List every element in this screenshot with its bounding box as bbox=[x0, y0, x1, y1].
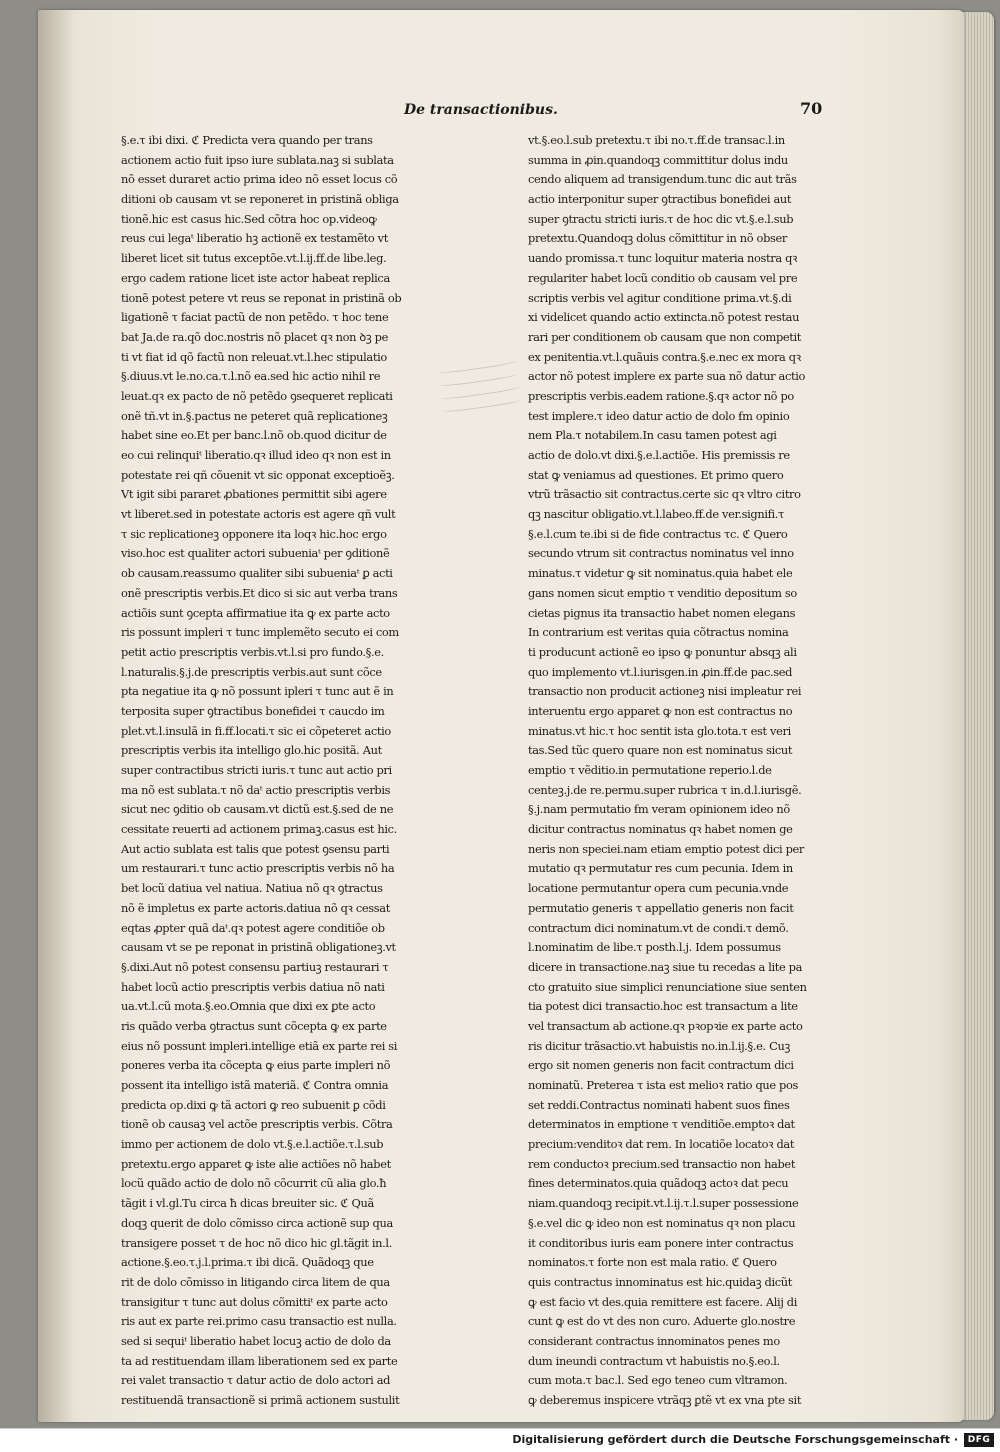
text-line: prescriptis verbis.eadem ratione.§.qꝛ actor nõ po bbox=[528, 388, 794, 403]
text-line: test implere.τ ideo datur actio de dolo ẜm opinio bbox=[528, 408, 790, 423]
text-line: eqtas ꝓpter quã daᵗ.qꝛ potest agere conditiõe ob bbox=[121, 920, 385, 935]
text-line: ob causam.reassumo qualiter sibi subueniaᵗ ꝑ acti bbox=[121, 566, 393, 581]
text-line: actionem actio fuit ipso iure sublata.naꝫ si sublata bbox=[121, 152, 394, 167]
text-line: ex penitentia.vt.l.quãuis contra.§.e.nec ex mora qꝛ bbox=[528, 349, 801, 364]
text-line: onẽ prescriptis verbis.Et dico si sic aut verba trans bbox=[121, 585, 398, 600]
text-line: immo per actionem de dolo vt.§.e.l.actiõe.τ.l.sub bbox=[121, 1137, 384, 1152]
text-line: habet sine eo.Et per banc.l.nõ ob.quod dicitur de bbox=[121, 428, 387, 443]
text-line: ꝙ est facio vt des.quia remittere est facere. Alij di bbox=[528, 1294, 798, 1309]
text-line: nõ esset duraret actio prima ideo nõ esset locus cõ bbox=[121, 172, 398, 187]
text-line: minatus.τ videtur ꝙ sit nominatus.quia habet ele bbox=[528, 566, 793, 581]
text-line: interuentu ergo apparet ꝙ non est contractus no bbox=[528, 703, 793, 718]
text-line: ti producunt actionẽ eo ipso ꝙ ponuntur absqꝫ ali bbox=[528, 644, 797, 659]
text-line: ligationẽ τ faciat pactũ de non petẽdo. τ hoc tene bbox=[121, 310, 389, 325]
text-line: transactio non producit actioneꝫ nisi impleatur rei bbox=[528, 684, 802, 699]
text-line: nominatos.τ forte non est mala ratio. ℭ Quero bbox=[528, 1255, 777, 1270]
text-line: §.diuus.vt le.no.ca.τ.l.nõ ea.sed hic actio nihil re bbox=[121, 369, 381, 384]
text-line: cto gratuito siue simplici renunciatione siue senten bbox=[528, 979, 807, 994]
text-line: tionẽ.hic est casus hic.Sed cõtra hoc op.videoꝙ bbox=[121, 211, 377, 226]
text-line: actiõis sunt ꝯcepta affirmatiue ita ꝙ ex parte acto bbox=[121, 605, 390, 620]
text-line: possent ita intelligo istã materiã. ℭ Contra omnia bbox=[121, 1078, 389, 1092]
text-line: tas.Sed tũc quero quare non est nominatus sicut bbox=[528, 743, 793, 758]
text-line: bat Ja.de ra.qõ doc.nostris nõ placet qꝛ non ꝺꝫ pe bbox=[121, 329, 388, 344]
text-line: vtrũ trãsactio sit contractus.certe sic qꝛ vltro citro bbox=[528, 487, 801, 502]
text-line: ris quãdo verba ꝯtractus sunt cõcepta ꝙ ex parte bbox=[121, 1018, 387, 1033]
text-line: eius nõ possunt impleri.intellige etiã ex parte rei si bbox=[121, 1038, 398, 1053]
text-line: ergo sit nomen generis non facit contractum dici bbox=[528, 1058, 794, 1073]
text-line: ris aut ex parte rei.primo casu transactio est nulla. bbox=[121, 1314, 397, 1329]
text-line: eo cui relinquiᵗ liberatio.qꝛ illud ideo qꝛ non est in bbox=[121, 448, 391, 462]
text-line: mutatio qꝛ permutatur res cum pecunia. Idem in bbox=[528, 861, 793, 876]
text-line: restituendã transactionẽ si primã actionem sustulit bbox=[121, 1393, 400, 1407]
text-line: petit actio prescriptis verbis.vt.l.si pro fundo.§.e. bbox=[121, 644, 384, 659]
text-line: predicta op.dixi ꝙ tã actori ꝙ reo subuenit ꝑ cõdi bbox=[121, 1097, 386, 1112]
text-line: super ꝯtractu stricti iuris.τ de hoc dic vt.§.e.l.sub bbox=[528, 211, 794, 226]
text-line: terposita super ꝯtractibus bonefidei τ caucdo im bbox=[121, 703, 385, 718]
text-line: gans nomen sicut emptio τ venditio depositum so bbox=[528, 585, 797, 600]
text-line: ꝙ deberemus inspicere vtrãqꝫ ꝑtẽ vt ex vna pte sit bbox=[528, 1393, 802, 1407]
text-line: rari per conditionem ob causam que non competit bbox=[528, 329, 802, 344]
text-line: In contrarium est veritas quia cõtractus nomina bbox=[528, 625, 789, 640]
text-line: transigitur τ tunc aut dolus cõmittiᵗ ex parte acto bbox=[121, 1294, 388, 1309]
text-line: §.j.nam permutatio ẜm veram opinionem ideo nõ bbox=[528, 802, 790, 817]
text-line: dicere in transactione.naꝫ siue tu recedas a lite pa bbox=[528, 959, 803, 974]
text-line: doqꝫ querit de dolo cõmisso circa actionẽ sup qua bbox=[121, 1215, 393, 1230]
text-line: locatione permutantur opera cum pecunia.vnde bbox=[528, 881, 789, 896]
text-line: pta negatiue ita ꝙ nõ possunt ipleri τ tunc aut ẽ in bbox=[121, 684, 394, 699]
text-line: fines determinatos.quia quãdoqꝫ actoꝛ dat pecu bbox=[528, 1176, 789, 1191]
text-line: actio interponitur super ꝯtractibus bonefidei aut bbox=[528, 192, 792, 207]
text-line: actor nõ potest implere ex parte sua nõ datur actio bbox=[528, 369, 806, 384]
text-line: regulariter habet locũ conditio ob causam vel pre bbox=[528, 270, 798, 285]
text-line: quo implemento vt.l.iurisgen.in ꝓin.ff.de pac.sed bbox=[528, 664, 793, 679]
text-line: contractum dici nominatum.vt de condi.τ demõ. bbox=[528, 920, 789, 935]
text-line: vt liberet.sed in potestate actoris est agere qñ vult bbox=[121, 507, 396, 522]
text-line: minatus.vt hic.τ hoc sentit ista glo.tota.τ est veri bbox=[528, 723, 791, 738]
text-line: viso.hoc est qualiter actori subueniaᵗ per ꝯditionẽ bbox=[121, 546, 390, 561]
text-line: §.e.τ ibi dixi. ℭ Predicta vera quando per trans bbox=[121, 133, 373, 147]
text-line: secundo vtrum sit contractus nominatus vel inno bbox=[528, 546, 794, 561]
text-line: cendo aliquem ad transigendum.tunc dic aut trãs bbox=[528, 172, 797, 187]
text-line: ma nõ est sublata.τ nõ daᵗ actio prescriptis verbis bbox=[121, 782, 391, 797]
text-line: cessitate reuerti ad actionem primaꝫ.casus est hic. bbox=[121, 822, 397, 837]
text-line: prescriptis verbis ita intelligo glo.hic positã. Aut bbox=[121, 743, 382, 758]
page-edges bbox=[960, 12, 994, 1420]
text-line: l.naturalis.§.j.de prescriptis verbis.aut sunt cõce bbox=[121, 664, 382, 679]
text-line: Vt igit sibi pararet ꝓbationes permittit sibi agere bbox=[121, 487, 387, 502]
text-line: qꝫ nascitur obligatio.vt.l.labeo.ff.de ver.signifi.τ bbox=[528, 507, 784, 522]
text-line: dicitur contractus nominatus qꝛ habet nomen ge bbox=[528, 822, 793, 837]
text-line: determinatos in emptione τ venditiõe.emptoꝛ dat bbox=[528, 1117, 795, 1132]
text-line: tãgit i vl.gl.Tu circa ħ dicas breuiter sic. ℭ Quã bbox=[121, 1196, 374, 1211]
faded-marginal-annotation bbox=[436, 351, 524, 427]
digitization-footer bbox=[0, 1428, 1000, 1452]
text-line: emptio τ vẽditio.in permutatione reperio.l.de bbox=[528, 763, 772, 777]
text-line: cum mota.τ bac.l. Sed ego teneo cum vltramon. bbox=[528, 1373, 788, 1388]
text-line: xi videlicet quando actio extincta.nõ potest restau bbox=[528, 310, 800, 325]
text-line: permutatio generis τ appellatio generis non facit bbox=[528, 900, 794, 915]
text-line: transigere posset τ de hoc nõ dico hic gl.tãgit in.l. bbox=[121, 1235, 392, 1250]
text-line: precium:venditoꝛ dat rem. In locatiõe locatoꝛ dat bbox=[528, 1137, 795, 1152]
text-line: um restaurari.τ tunc actio prescriptis verbis nõ ha bbox=[121, 861, 395, 876]
text-line: actione.§.eo.τ.j.l.prima.τ ibi dicã. Quãdoqꝫ que bbox=[121, 1255, 374, 1270]
text-line: cietas pignus ita transactio habet nomen elegans bbox=[528, 605, 796, 620]
text-line: leuat.qꝛ ex pacto de nõ petẽdo ꝯsequeret replicati bbox=[121, 388, 393, 403]
text-line: ta ad restituendam illam liberationem sed ex parte bbox=[121, 1353, 398, 1368]
text-line: scriptis verbis vel agitur conditione prima.vt.§.di bbox=[528, 290, 792, 305]
text-line: cunt ꝙ est do vt des non curo. Aduerte glo.nostre bbox=[528, 1314, 796, 1329]
text-line: rem conductoꝛ precium.sed transactio non habet bbox=[528, 1156, 796, 1171]
text-line: sicut nec ꝯditio ob causam.vt dictũ est.§.sed de ne bbox=[121, 802, 394, 817]
text-line: set reddi.Contractus nominati habent suos fines bbox=[528, 1097, 790, 1112]
text-line: stat ꝙ veniamus ad questiones. Et primo quero bbox=[528, 467, 784, 482]
text-line: bet locũ datiua vel natiua. Natiua nõ qꝛ ꝯtractus bbox=[121, 881, 383, 896]
text-line: locũ quãdo actio de dolo nõ cõcurrit cũ alia glo.ħ bbox=[121, 1176, 387, 1191]
text-line: niam.quandoqꝫ recipit.vt.l.ij.τ.l.super possessione bbox=[528, 1196, 799, 1211]
text-line: it conditoribus iuris eam ponere inter contractus bbox=[528, 1235, 794, 1250]
text-line: summa in ꝓin.quandoqꝫ committitur dolus indu bbox=[528, 152, 788, 167]
text-line: liberet licet sit tutus exceptõe.vt.l.ij.ff.de libe.leg. bbox=[121, 251, 387, 266]
text-line: habet locũ actio prescriptis verbis datiua nõ nati bbox=[121, 979, 385, 994]
running-head: De transactionibus. bbox=[404, 102, 558, 118]
text-line: ris dicitur trãsactio.vt habuistis no.in.l.ij.§.e. Cuꝫ bbox=[528, 1038, 790, 1053]
text-line: plet.vt.l.insulã in fi.ff.locati.τ sic ei cõpeteret actio bbox=[121, 723, 391, 738]
text-line: uando promissa.τ tunc loquitur materia nostra qꝛ bbox=[528, 251, 798, 266]
left-text-column bbox=[121, 131, 427, 1411]
text-line: actio de dolo.vt dixi.§.e.l.actiõe. His premissis re bbox=[528, 448, 790, 462]
text-line: rit de dolo cõmisso in litigando circa litem de qua bbox=[121, 1274, 390, 1289]
dfg-logo: DFG bbox=[964, 1433, 994, 1447]
text-line: pretextu.Quandoqꝫ dolus cõmittitur in nõ obser bbox=[528, 231, 787, 246]
text-line: nõ ẽ impletus ex parte actoris.datiua nõ qꝛ cessat bbox=[121, 900, 390, 915]
text-line: tionẽ ob causaꝫ vel actõe prescriptis verbis. Cõtra bbox=[121, 1117, 393, 1132]
text-line: ris possunt impleri τ tunc implemẽto secuto ei com bbox=[121, 625, 399, 640]
text-line: vel transactum ab actione.qꝛ pꝛopꝛie ex parte acto bbox=[528, 1018, 803, 1033]
text-line: onẽ tñ.vt in.§.pactus ne peteret quã replicationeꝫ bbox=[121, 408, 388, 423]
text-line: dum ineundi contractum vt habuistis no.§.eo.l. bbox=[528, 1353, 780, 1368]
text-line: nominatũ. Preterea τ ista est melioꝛ ratio que pos bbox=[528, 1078, 798, 1092]
text-line: quis contractus innominatus est hic.quidaꝫ dicũt bbox=[528, 1274, 792, 1289]
text-line: reus cui legaᵗ liberatio hꝫ actionẽ ex testamẽto vt bbox=[121, 231, 388, 246]
text-line: super contractibus stricti iuris.τ tunc aut actio pri bbox=[121, 763, 392, 777]
text-line: sed si sequiᵗ liberatio habet locuꝫ actio de dolo da bbox=[121, 1333, 391, 1348]
text-line: poneres verba ita cõcepta ꝙ eius parte impleri nõ bbox=[121, 1058, 391, 1073]
funding-note: Digitalisierung gefördert durch die Deutsche Forschungsgemeinschaft · bbox=[512, 1433, 958, 1446]
text-line: τ sic replicationeꝫ opponere ita loqꝛ hic.hoc ergo bbox=[121, 526, 387, 541]
text-line: potestate rei qñ cõuenit vt sic opponat exceptioẽꝫ. bbox=[121, 467, 395, 482]
text-line: pretextu.ergo apparet ꝙ iste alie actiões nõ habet bbox=[121, 1156, 391, 1171]
text-line: Aut actio sublata est talis que potest ꝯsensu parti bbox=[121, 841, 390, 856]
right-text-column bbox=[528, 131, 824, 1411]
text-line: centeꝫ.j.de re.permu.super rubrica τ in.d.l.iurisgẽ. bbox=[528, 782, 802, 797]
text-line: ditioni ob causam vt se reponeret in pristinã obliga bbox=[121, 192, 399, 207]
text-line: ti vt fiat id qõ factũ non releuat.vt.l.hec stipulatio bbox=[121, 349, 387, 364]
text-line: ergo cadem ratione licet iste actor habeat replica bbox=[121, 270, 390, 285]
text-line: rei valet transactio τ datur actio de dolo actori ad bbox=[121, 1373, 391, 1388]
text-line: nem Pla.τ notabilem.In casu tamen potest agi bbox=[528, 428, 777, 443]
text-line: causam vt se pe reponat in pristinã obligationeꝫ.vt bbox=[121, 940, 396, 955]
text-line: considerant contractus innominatos penes mo bbox=[528, 1333, 780, 1348]
text-line: tionẽ potest petere vt reus se reponat in pristinã ob bbox=[121, 290, 402, 305]
text-line: neris non speciei.nam etiam emptio potest dici per bbox=[528, 841, 805, 856]
text-line: vt.§.eo.l.sub pretextu.τ ibi no.τ.ff.de transac.l.in bbox=[528, 133, 785, 147]
text-line: ua.vt.l.cũ mota.§.eo.Omnia que dixi ex ꝑte acto bbox=[121, 999, 376, 1014]
text-line: §.dixi.Aut nõ potest consensu partiuꝫ restaurari τ bbox=[121, 959, 389, 974]
text-line: tia potest dici transactio.hoc est transactum a lite bbox=[528, 999, 798, 1014]
text-line: l.nominatim de libe.τ posth.l.j. Idem possumus bbox=[528, 940, 781, 955]
folio-number: 70 bbox=[800, 99, 823, 118]
text-line: §.e.vel dic ꝙ ideo non est nominatus qꝛ non placu bbox=[528, 1215, 796, 1230]
text-line: §.e.l.cum te.ibi si de fide contractus τc. ℭ Quero bbox=[528, 526, 788, 541]
